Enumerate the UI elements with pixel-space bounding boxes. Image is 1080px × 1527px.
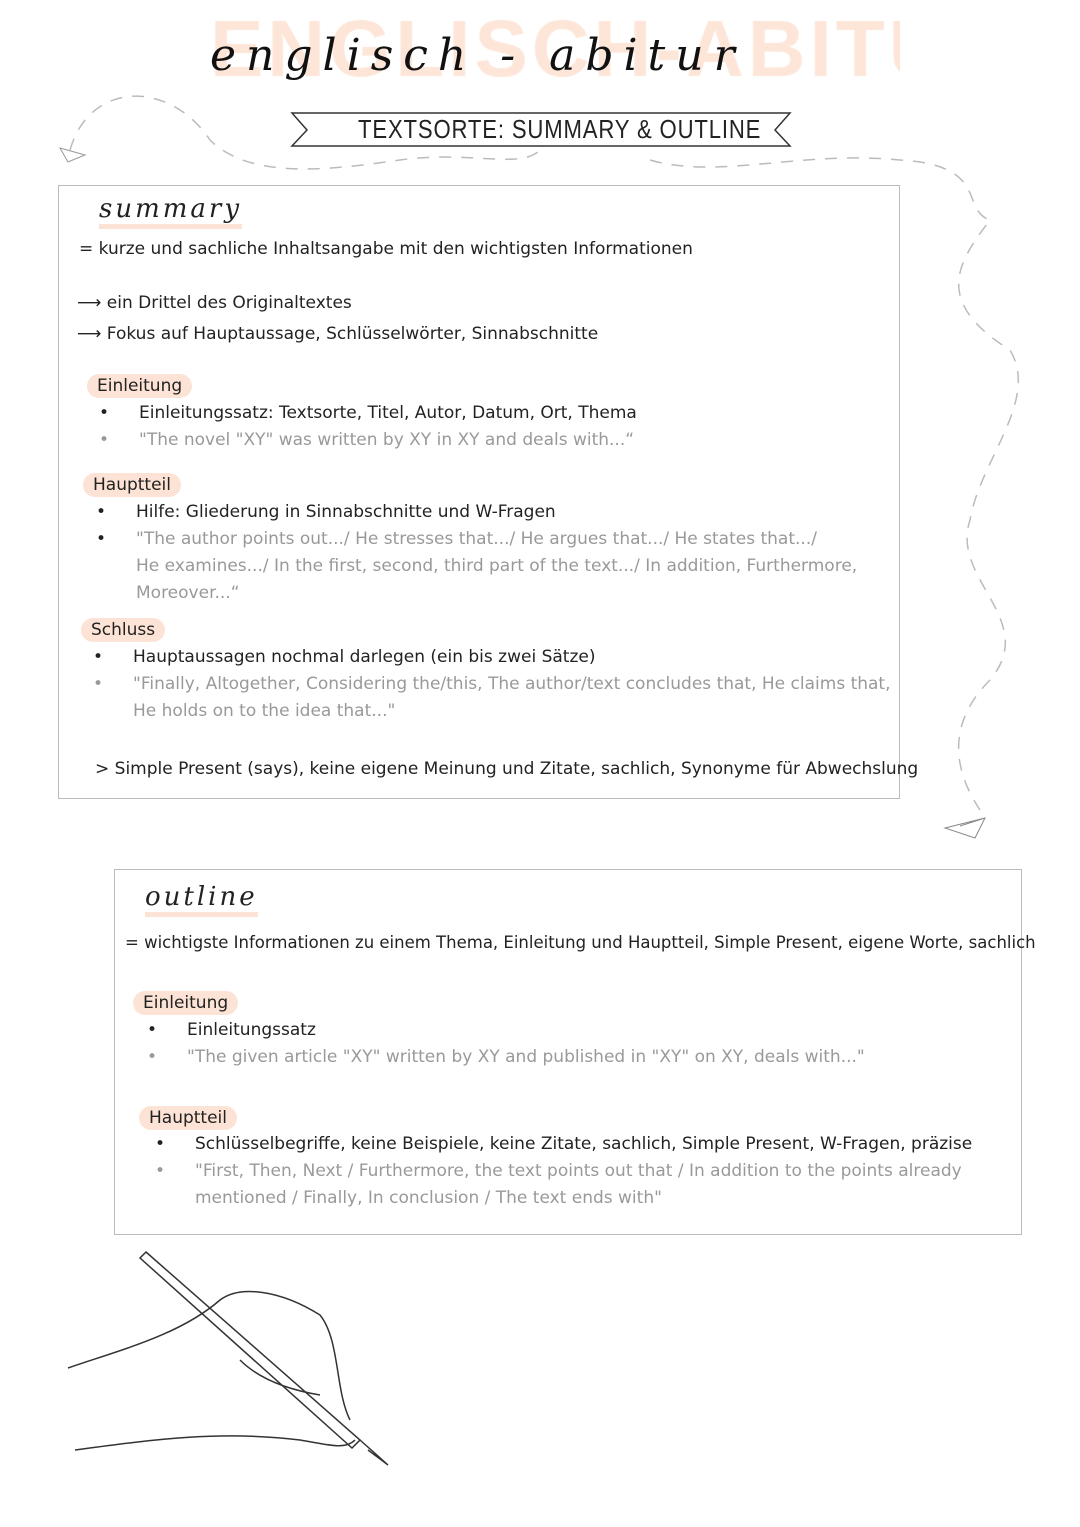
outline-definition: = wichtigste Informationen zu einem Thema, Einleitung und Hauptteil, Simple Present, eigene Worte, sachlich (125, 933, 1036, 952)
bullet: • (155, 1161, 166, 1181)
list-item: Hilfe: Gliederung in Sinnabschnitte und W-Fragen (136, 502, 556, 522)
bullet: • (96, 529, 107, 549)
section-label-schluss: Schluss (81, 618, 165, 642)
section-label-einleitung: Einleitung (87, 374, 192, 398)
example-phrase: mentioned / Finally, In conclusion / The text ends with" (195, 1188, 662, 1208)
example-phrase: "Finally, Altogether, Considering the/this, The author/text concludes that, He claims that, (133, 674, 891, 694)
outline-box (114, 869, 1036, 1235)
example-phrase: "The novel "XY" was written by XY in XY and deals with...“ (139, 430, 635, 450)
banner-title: TEXTSORTE: SUMMARY & OUTLINE (358, 114, 762, 144)
list-item: Einleitungssatz: Textsorte, Titel, Autor, Datum, Ort, Thema (139, 403, 637, 423)
paper-plane-icon (945, 818, 985, 838)
bullet: • (93, 647, 104, 667)
bullet: • (155, 1134, 166, 1154)
list-item: Hauptaussagen nochmal darlegen (ein bis zwei Sätze) (133, 647, 596, 667)
bullet: • (147, 1047, 158, 1067)
bullet: • (93, 674, 104, 694)
summary-box (58, 185, 919, 799)
hand-with-pen-drawing (68, 1252, 388, 1465)
example-phrase: He examines.../ In the first, second, third part of the text.../ In addition, Furthermore, (136, 556, 858, 576)
example-phrase: "The given article "XY" written by XY and published in "XY" on XY, deals with..." (187, 1047, 865, 1067)
bullet: • (99, 403, 110, 423)
page-title: englisch - abitur (210, 30, 745, 81)
example-phrase: He holds on to the idea that..." (133, 701, 396, 721)
example-phrase: "First, Then, Next / Furthermore, the text points out that / In addition to the points already (195, 1161, 962, 1181)
bullet: • (147, 1020, 158, 1040)
section-label-hauptteil: Hauptteil (139, 1106, 237, 1130)
list-item: Schlüsselbegriffe, keine Beispiele, keine Zitate, sachlich, Simple Present, W-Fragen, präzise (195, 1134, 973, 1154)
outline-heading: outline (145, 882, 258, 917)
summary-arrow-point: ⟶ ein Drittel des Originaltextes (77, 293, 352, 313)
example-phrase: Moreover...“ (136, 583, 240, 603)
bullet: • (99, 430, 110, 450)
section-label-hauptteil: Hauptteil (83, 473, 181, 497)
bullet: • (96, 502, 107, 522)
example-phrase: "The author points out.../ He stresses that.../ He argues that.../ He states that.../ (136, 529, 817, 549)
summary-note: > Simple Present (says), keine eigene Meinung und Zitate, sachlich, Synonyme für Abwechslung (95, 759, 919, 779)
summary-arrow-point: ⟶ Fokus auf Hauptaussage, Schlüsselwörter, Sinnabschnitte (77, 324, 599, 344)
list-item: Einleitungssatz (187, 1020, 316, 1040)
section-label-einleitung: Einleitung (133, 991, 238, 1015)
summary-heading: summary (99, 194, 242, 229)
summary-definition: = kurze und sachliche Inhaltsangabe mit den wichtigsten Informationen (79, 239, 693, 259)
paper-plane-icon (60, 148, 85, 162)
